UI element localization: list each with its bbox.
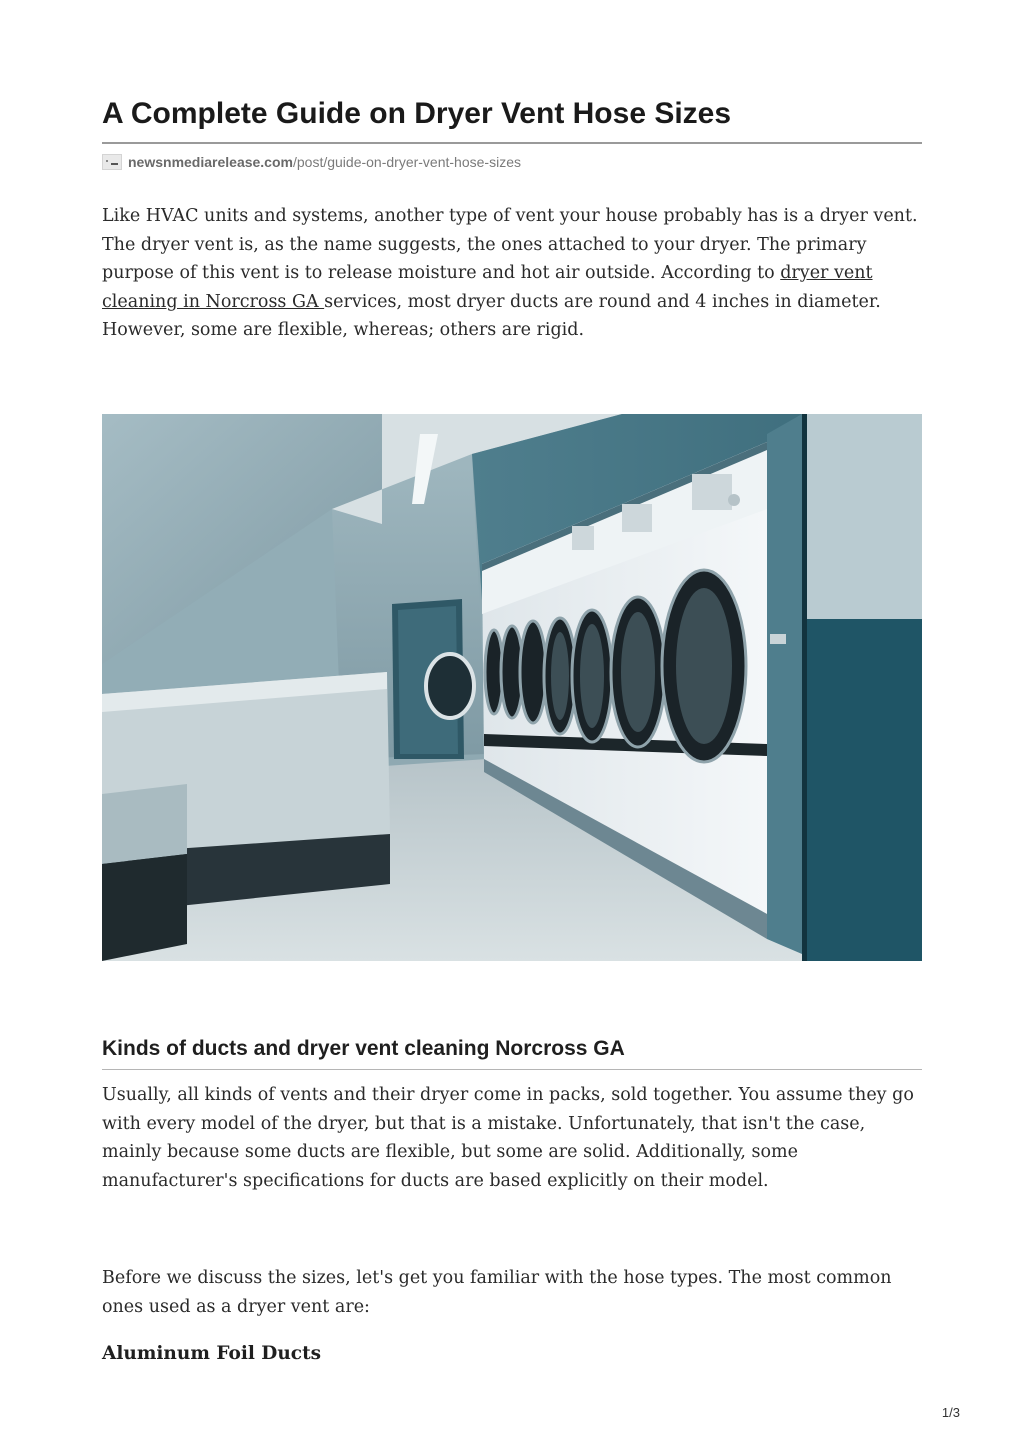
source-path: /post/guide-on-dryer-vent-hose-sizes [292,154,521,170]
section-divider [102,1069,922,1070]
dryer-vent-cleaning-link[interactable]: dryer vent cleaning in Norcross GA [102,263,873,312]
source-domain: newsnmediarelease.com [128,154,293,170]
page-number: 1/3 [941,1405,960,1420]
section-heading: Kinds of ducts and dryer vent cleaning Norcross GA [102,1037,625,1060]
source-line[interactable] [102,152,521,172]
intro-text-start: Like HVAC units and systems, another type of vent your house probably has is a dryer vent. The dryer vent is, as the name suggests, the ones attached to your dryer. The primary purpose of this vent is to release moisture and hot air outside. According to [102,206,918,283]
laundromat-photo [102,414,922,961]
intro-text-end: services, most dryer ducts are round and 4 inches in diameter. However, some are flexible, whereas; others are rigid. [102,291,881,340]
aluminum-foil-ducts-heading: Aluminum Foil Ducts [102,1343,322,1364]
hose-types-paragraph: Before we discuss the sizes, let's get you familiar with the hose types. The most common ones used as a dryer vent are: [102,1268,892,1317]
page-title: A Complete Guide on Dryer Vent Hose Sizes [102,97,732,130]
duct-kinds-paragraph: Usually, all kinds of vents and their dryer come in packs, sold together. You assume they go with every model of the dryer, but that is a mistake. Unfortunately, that isn't the case, mainly because some ducts are flexible, but some are solid. Additionally, some manufacturer's specifications for ducts are based explicitly on their model. [102,1085,914,1191]
favicon-icon [102,154,122,170]
title-divider [102,142,922,144]
intro-paragraph [102,202,922,345]
